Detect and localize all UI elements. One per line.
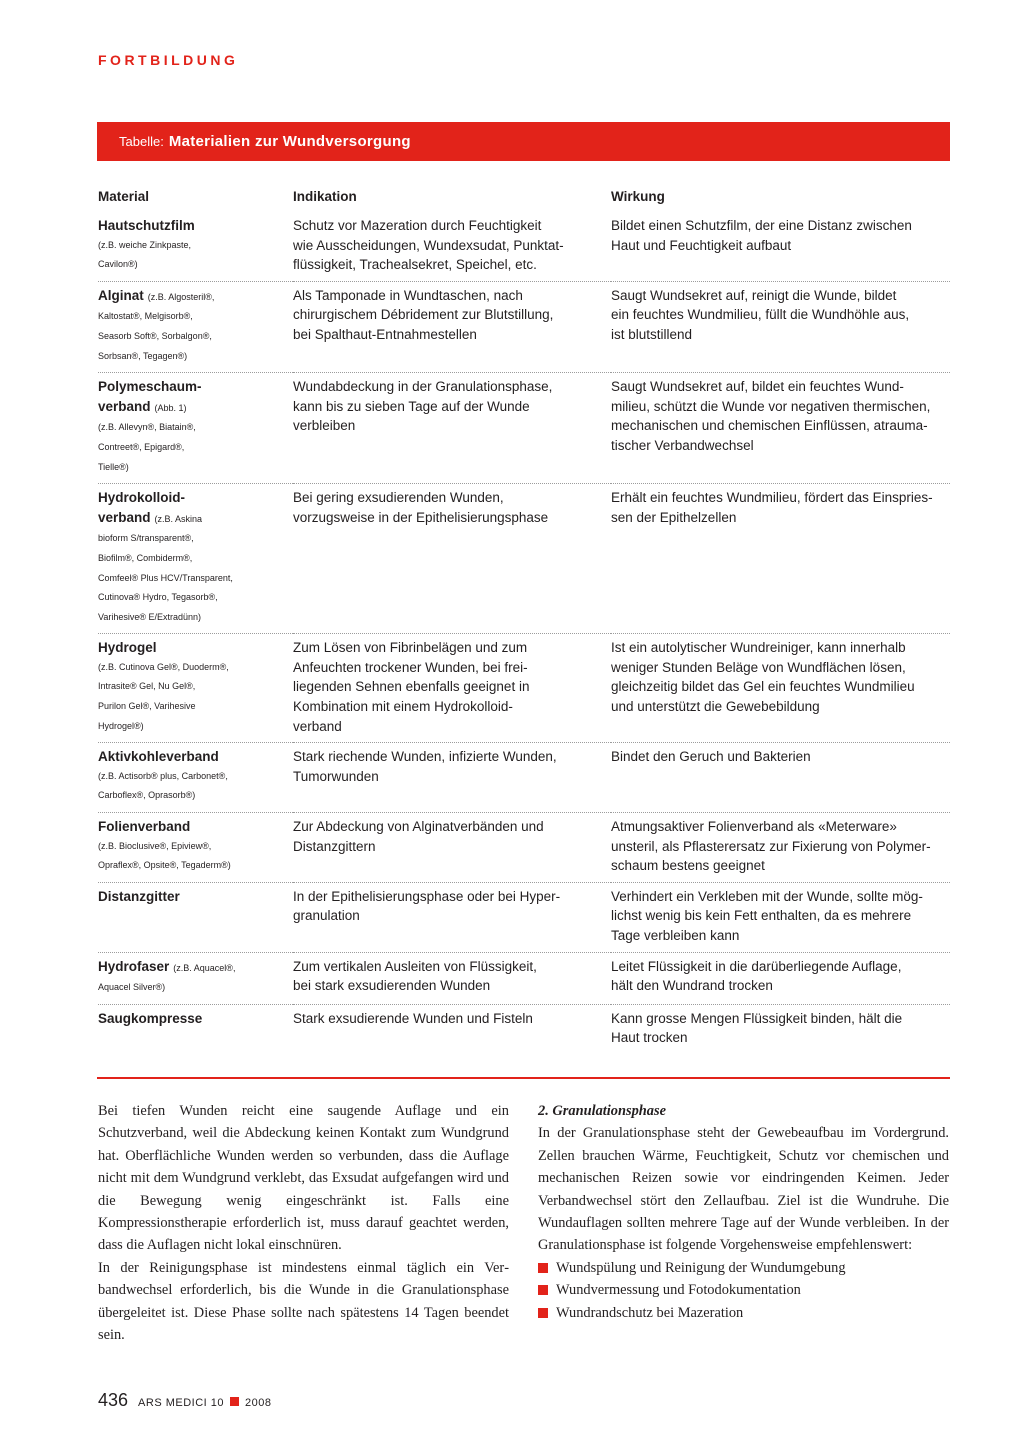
material-product-info: (z.B. Allevyn®, Biatain®, [98, 422, 196, 433]
indikation-text-line: Anfeuchten trockener Wunden, bei frei- [293, 659, 528, 675]
bullet-square-icon [538, 1308, 548, 1318]
indikation-cell [293, 212, 611, 281]
indikation-text-line: Zum Lösen von Fibrinbelägen und zum [293, 640, 528, 656]
indikation-text-line: Wundabdeckung in der Granulationsphase, [293, 379, 553, 395]
table-row [98, 813, 950, 883]
wirkung-text-line: Saugt Wundsekret auf, reinigt die Wunde, bildet [611, 287, 897, 303]
bullet-square-icon [538, 1263, 548, 1273]
table-header-row [98, 185, 950, 212]
body-paragraph: Bei tiefen Wunden reicht eine saugende Auflage und ein Schutzverband, weil die Abdeckung keinen Kontakt zum Wundgrund hat. Oberflächliche Wunden werden so verbunden, dass die Auflage nicht mit dem Wundgrund verklebt, das Exsudat aufgefangen wird und die Bewegung wenig eingeschränkt ist. Falls eine Kompressionstherapie erforderlich ist, muss darauf geachtet werden, dass die Auflagen nicht lokal einschnüren. [98, 1103, 509, 1254]
table-row [98, 1004, 950, 1054]
indikation-cell [293, 373, 611, 484]
wirkung-cell [611, 882, 950, 952]
indikation-text-line: liegenden Sehnen ebenfalls geeignet in [293, 679, 530, 695]
material-product-info: Opraflex®, Opsite®, Tegaderm®) [98, 860, 231, 871]
indikation-cell [293, 813, 611, 883]
material-name-line [98, 747, 293, 767]
material-name-line [98, 216, 293, 236]
indikation-cell [293, 1004, 611, 1054]
subheading: 2. Granulationsphase [538, 1103, 666, 1119]
material-name-line [98, 957, 293, 979]
material-cell [98, 373, 293, 484]
wirkung-text-line: Saugt Wundsekret auf, bildet ein feuchtes Wund- [611, 379, 904, 395]
wirkung-text-line: milieu, schützt die Wunde vor negativen thermischen, [611, 398, 931, 414]
indikation-cell [293, 952, 611, 1004]
material-name: Aktivkohleverband [98, 749, 219, 765]
indikation-text-line: Tumorwunden [293, 768, 379, 784]
material-cell [98, 1004, 293, 1054]
wirkung-text-line: mechanischen und chemischen Einflüssen, atrauma- [611, 418, 928, 434]
indikation-text-line: flüssigkeit, Trachealsekret, Speichel, etc. [293, 257, 537, 273]
table-row [98, 952, 950, 1004]
material-name: Distanzgitter [98, 888, 180, 904]
table-banner-prefix: Tabelle: [119, 134, 164, 149]
material-name-continuation: verband [98, 509, 151, 525]
wirkung-text-line: hält den Wundrand trocken [611, 978, 773, 994]
indikation-text-line: Schutz vor Mazeration durch Feuchtigkeit [293, 218, 542, 233]
list-item [538, 1302, 949, 1324]
material-product-info: Seasorb Soft®, Sorbalgon®, [98, 330, 212, 341]
material-product-info: (Abb. 1) [154, 402, 187, 413]
material-product-info: Contreet®, Epigard®, [98, 441, 185, 452]
material-product-info: Sorbsan®, Tegagen®) [98, 350, 188, 361]
indikation-text-line: chirurgischem Débridement zur Blutstillung, [293, 307, 554, 323]
material-product-info: Tielle®) [98, 461, 129, 472]
material-product-info: (z.B. weiche Zinkpaste, [98, 239, 192, 250]
publication-year: 2008 [245, 1397, 272, 1409]
materials-table [98, 185, 950, 1054]
material-cell [98, 281, 293, 372]
material-product-info: Comfeel® Plus HCV/Transparent, [98, 572, 233, 583]
section-label: FORTBILDUNG [98, 52, 239, 68]
wirkung-text-line: weniger Stunden Beläge von Wundflächen lösen, [611, 659, 906, 675]
material-name-line [98, 638, 293, 658]
indikation-cell [293, 634, 611, 743]
column-header-indikation: Indikation [293, 189, 357, 204]
indikation-text-line: kann bis zu sieben Tage auf der Wunde [293, 398, 530, 414]
material-product-info: Aquacel Silver®) [98, 982, 166, 993]
list-item-text: Wundrandschutz bei Mazeration [556, 1304, 744, 1321]
table-body [98, 212, 950, 1054]
body-column-right [538, 1100, 949, 1324]
wirkung-text-line: sen der Epithelzellen [611, 509, 737, 525]
wirkung-cell [611, 484, 950, 634]
indikation-text-line: verbleiben [293, 418, 356, 434]
material-name-line [98, 377, 293, 397]
material-cell [98, 813, 293, 883]
wirkung-text-line: ein feuchtes Wundmilieu, füllt die Wundhöhle aus, [611, 307, 910, 323]
separator-square-icon [230, 1397, 239, 1406]
list-item-text: Wundspülung und Reinigung der Wundumgebung [556, 1259, 846, 1276]
material-cell [98, 634, 293, 743]
wirkung-text-line: ist blutstillend [611, 326, 693, 342]
material-name-line [98, 488, 293, 508]
material-cell [98, 212, 293, 281]
column-header-material: Material [98, 189, 150, 204]
table-row [98, 212, 950, 281]
wirkung-cell [611, 1004, 950, 1054]
material-name-line [98, 817, 293, 837]
wirkung-text-line: unsteril, als Pflasterersatz zur Fixierung von Polymer- [611, 838, 931, 854]
body-paragraph: In der Reinigungsphase ist mindestens einmal täglich ein Verbandwechsel erforderlich, bis die Wunde in die Granulationsphase übergeleitet ist. Diese Phase sollte nach spätestens 14 Tagen beendet sein. [98, 1259, 509, 1344]
table-row [98, 743, 950, 813]
wirkung-text-line: Haut und Feuchtigkeit aufbaut [611, 237, 792, 253]
wirkung-text-line: Ist ein autolytischer Wundreiniger, kann innerhalb [611, 640, 906, 656]
wirkung-text-line: Bindet den Geruch und Bakterien [611, 749, 811, 765]
material-cell [98, 882, 293, 952]
table-bottom-rule [97, 1077, 950, 1079]
table-title: Materialien zur Wundversorgung [168, 133, 411, 150]
material-product-info: Varihesive® E/Extradünn) [98, 611, 202, 622]
wirkung-cell [611, 212, 950, 281]
column-header-wirkung: Wirkung [611, 189, 665, 204]
indikation-cell [293, 484, 611, 634]
material-product-info: (z.B. Actisorb® plus, Carbonet®, [98, 770, 228, 781]
wirkung-text-line: Tage verbleiben kann [611, 928, 740, 943]
material-cell [98, 952, 293, 1004]
indikation-text-line: verband [293, 718, 342, 734]
wirkung-text-line: Haut trocken [611, 1030, 688, 1046]
material-product-info: Purilon Gel®, Varihesive [98, 701, 196, 712]
wirkung-text-line: tischer Verbandwechsel [611, 437, 754, 453]
indikation-cell [293, 743, 611, 813]
bullet-square-icon [538, 1285, 548, 1295]
indikation-text-line: vorzugsweise in der Epithelisierungsphase [293, 509, 549, 525]
table-row [98, 882, 950, 952]
material-product-info: (z.B. Aquacel®, [173, 962, 236, 973]
material-product-info: (z.B. Algosteril®, [147, 291, 215, 302]
indikation-text-line: granulation [293, 908, 360, 924]
indikation-text-line: In der Epithelisierungsphase oder bei Hyper- [293, 888, 561, 904]
indikation-cell [293, 281, 611, 372]
material-name-line [98, 286, 293, 308]
page-number: 436 [98, 1390, 129, 1410]
list-item-text: Wundvermessung und Fotodokumentation [556, 1282, 801, 1299]
page-footer [98, 1390, 272, 1411]
table-banner [97, 122, 950, 161]
material-product-info: (z.B. Bioclusive®, Epiview®, [98, 840, 212, 851]
material-cell [98, 743, 293, 813]
material-cell [98, 484, 293, 634]
material-name-line [98, 508, 293, 530]
table-row [98, 373, 950, 484]
wirkung-cell [611, 813, 950, 883]
material-name-line [98, 397, 293, 419]
wirkung-cell [611, 952, 950, 1004]
wirkung-text-line: Erhält ein feuchtes Wundmilieu, fördert das Einspries- [611, 490, 933, 506]
indikation-text-line: wie Ausscheidungen, Wundexsudat, Punktat- [293, 237, 564, 253]
bullet-list [538, 1257, 949, 1324]
journal-name: ARS MEDICI 10 [138, 1397, 225, 1409]
material-product-info: Biofilm®, Combiderm®, [98, 552, 193, 563]
indikation-text-line: Stark riechende Wunden, infizierte Wunden, [293, 749, 557, 765]
material-name-continuation: verband [98, 398, 151, 414]
wirkung-text-line: Atmungsaktiver Folienverband als «Meterware» [611, 819, 897, 835]
material-product-info: Cavilon®) [98, 259, 138, 270]
material-product-info: (z.B. Askina [154, 513, 203, 524]
wirkung-text-line: Verhindert ein Verkleben mit der Wunde, sollte mög- [611, 888, 923, 904]
material-name: Hydrofaser [98, 958, 170, 974]
list-item [538, 1257, 949, 1279]
material-name: Alginat [98, 287, 144, 303]
wirkung-text-line: Kann grosse Mengen Flüssigkeit binden, hält die [611, 1010, 903, 1026]
indikation-text-line: Distanzgittern [293, 838, 376, 854]
body-column-left [98, 1100, 509, 1346]
indikation-text-line: bei Spalthaut-Entnahmestellen [293, 326, 477, 342]
material-name-line [98, 887, 293, 907]
indikation-text-line: bei stark exsudierenden Wunden [293, 978, 491, 994]
wirkung-text-line: schaum bestens geeignet [611, 858, 765, 874]
material-product-info: bioform S/transparent®, [98, 533, 194, 544]
material-product-info: Kaltostat®, Melgisorb®, [98, 311, 193, 322]
material-product-info: Carboflex®, Oprasorb®) [98, 790, 196, 801]
table-row [98, 484, 950, 634]
table-row [98, 634, 950, 743]
wirkung-text-line: gleichzeitig bildet das Gel ein feuchtes Wundmilieu [611, 679, 915, 695]
wirkung-cell [611, 743, 950, 813]
material-name: Hydrogel [98, 640, 157, 656]
material-product-info: Hydrogel®) [98, 720, 144, 731]
wirkung-text-line: lichst wenig bis kein Fett enthalten, da es mehrere [611, 908, 912, 924]
body-paragraph: In der Granulationsphase steht der Gewebeaufbau im Vordergrund. Zellen brauchen Wärme, Feuchtigkeit, Schutz vor chemischen und mechanischen Reizen sowie vor eindringenden Keimen. Jeder Verbandwechsel stört den Zellaufbau. Ziel ist die Wundruhe. Die Wundauflagen sollten mehrere Tage auf der Wunde verbleiben. In der Granulationsphase ist folgende Vorgehensweise empfehlenswert: [538, 1125, 949, 1254]
wirkung-cell [611, 281, 950, 372]
material-name: Hydrokolloid- [98, 490, 185, 506]
indikation-text-line: Als Tamponade in Wundtaschen, nach [293, 287, 523, 303]
indikation-text-line: Bei gering exsudierenden Wunden, [293, 490, 504, 506]
material-product-info: Intrasite® Gel, Nu Gel®, [98, 681, 196, 692]
material-name: Saugkompresse [98, 1010, 203, 1026]
indikation-cell [293, 882, 611, 952]
wirkung-cell [611, 634, 950, 743]
indikation-text-line: Stark exsudierende Wunden und Fisteln [293, 1010, 533, 1026]
material-name: Folienverband [98, 819, 191, 835]
wirkung-text-line: Bildet einen Schutzfilm, der eine Distanz zwischen [611, 218, 912, 233]
wirkung-cell [611, 373, 950, 484]
table-row [98, 281, 950, 372]
list-item [538, 1279, 949, 1301]
wirkung-text-line: Leitet Flüssigkeit in die darüberliegende Auflage, [611, 958, 902, 974]
material-product-info: (z.B. Cutinova Gel®, Duoderm®, [98, 661, 229, 672]
material-product-info: Cutinova® Hydro, Tegasorb®, [98, 592, 218, 603]
material-name: Hautschutzfilm [98, 218, 195, 233]
indikation-text-line: Kombination mit einem Hydrokolloid- [293, 699, 513, 715]
material-name-line [98, 1009, 293, 1029]
indikation-text-line: Zur Abdeckung von Alginatverbänden und [293, 819, 544, 835]
indikation-text-line: Zum vertikalen Ausleiten von Flüssigkeit, [293, 958, 537, 974]
wirkung-text-line: und unterstützt die Gewebebildung [611, 699, 820, 715]
material-name: Polymeschaum- [98, 379, 202, 395]
